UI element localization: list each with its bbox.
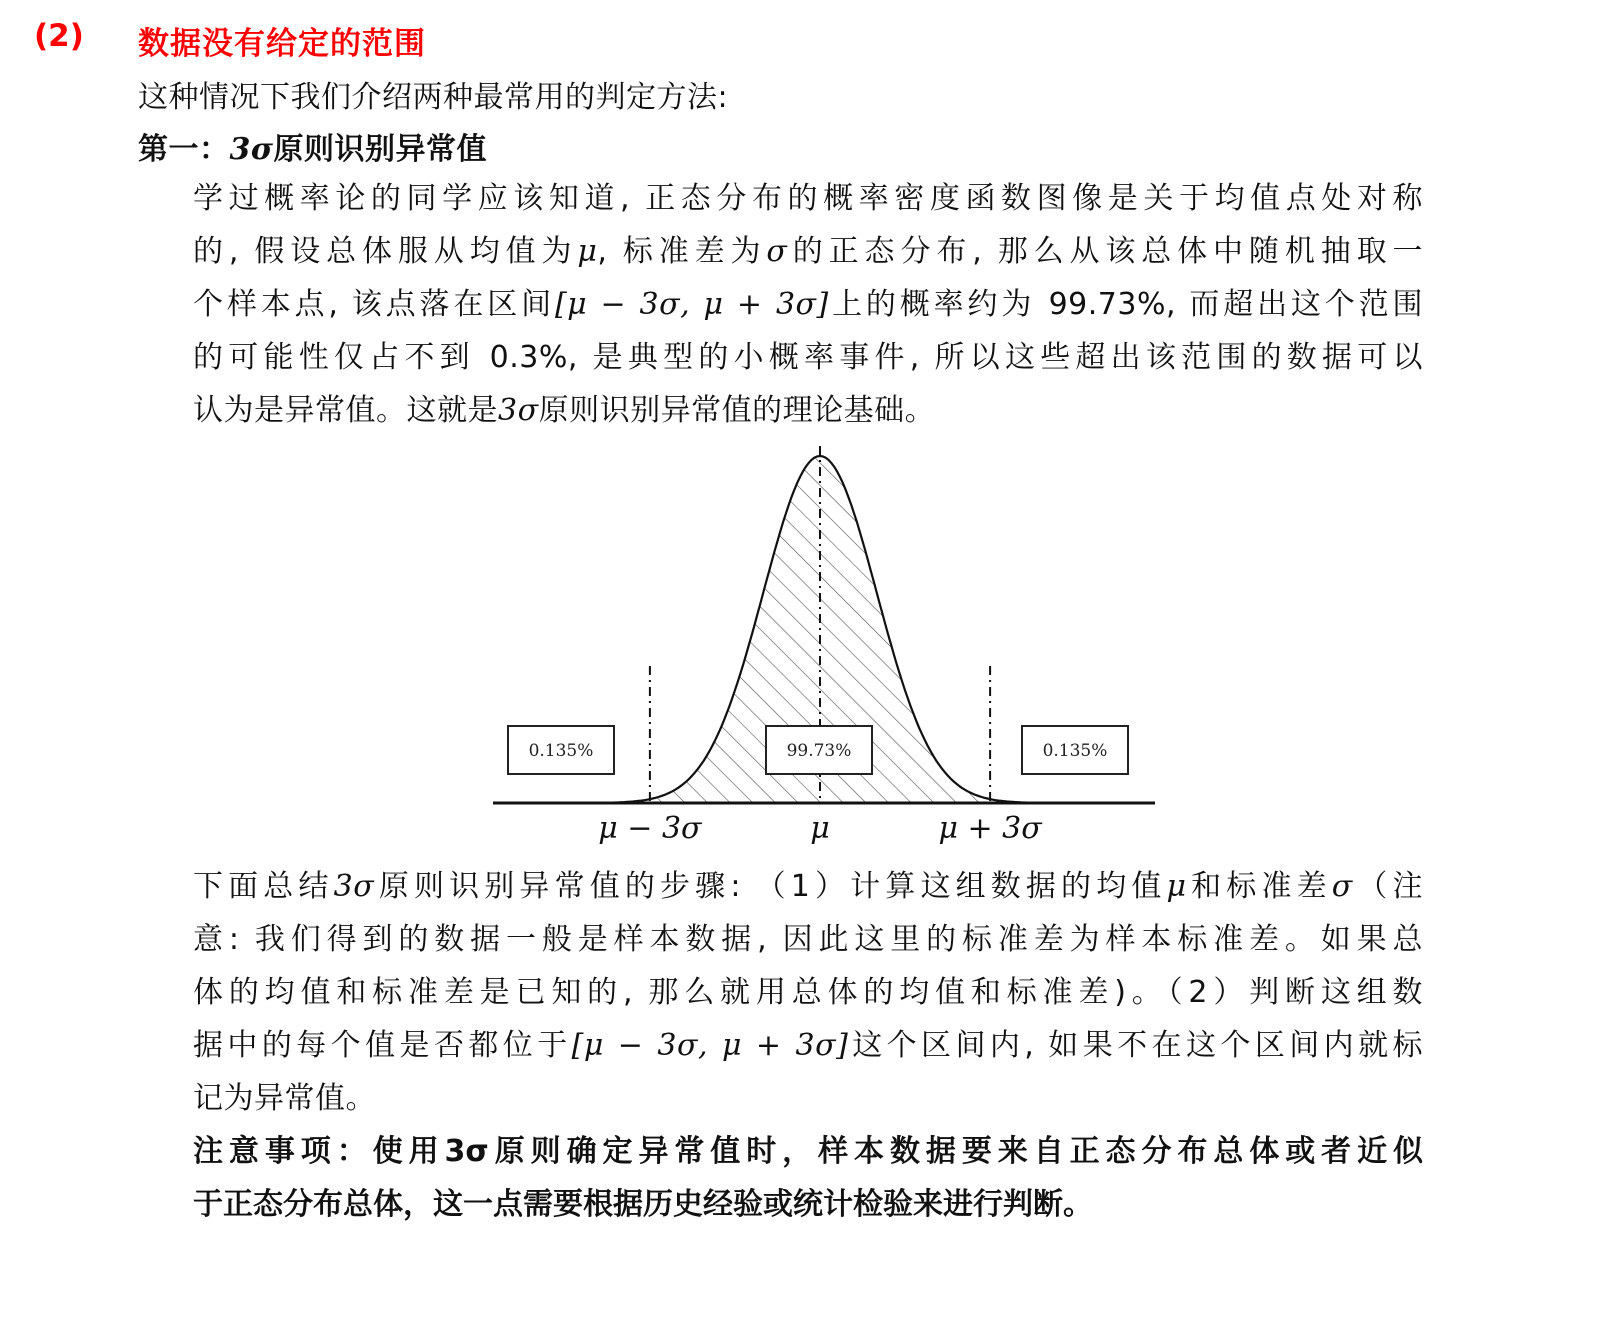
math-interval: [μ − 3σ, μ + 3σ] [571, 1028, 849, 1063]
paragraph-steps-line [193, 1019, 1423, 1072]
annotation-label-right-tail: 0.135% [1042, 741, 1108, 761]
text-span: 下面总结 [193, 869, 334, 904]
text-span: 的正态分布, 那么从该总体中随机抽取一 [787, 234, 1423, 269]
text-span: 原则识别异常值的步骤: （1）计算这组数据的均值 [374, 869, 1167, 904]
x-tick-label: μ [810, 811, 830, 846]
normal-distribution-chart [480, 440, 1180, 850]
text-span: , 标准差为 [597, 234, 767, 269]
paragraph-steps-line: 意: 我们得到的数据一般是样本数据, 因此这里的标准差为样本标准差。如果总 [193, 922, 1423, 957]
math-sigma: σ [1331, 869, 1353, 904]
text-span: 的, 假设总体服从均值为 [193, 234, 578, 269]
x-tick-label: μ − 3σ [598, 811, 702, 846]
paragraph-steps-line [193, 860, 1423, 913]
text-span: 认为是异常值。这就是 [193, 393, 498, 428]
annotation-label-left-tail: 0.135% [528, 741, 594, 761]
text-span: 注意事项：使用 [193, 1134, 445, 1169]
paragraph-theory-line: 的可能性仅占不到 0.3%, 是典型的小概率事件, 所以这些超出该范围的数据可以 [193, 340, 1423, 375]
annotation-label-center: 99.73% [786, 741, 852, 761]
paragraph-theory-line [193, 225, 1423, 278]
text-span: 这个区间内, 如果不在这个区间内就标 [848, 1028, 1424, 1063]
paragraph-theory-line: 学过概率论的同学应该知道, 正态分布的概率密度函数图像是关于均值点处对称 [193, 181, 1423, 216]
math-mu: μ [577, 234, 598, 269]
math-interval: [μ − 3σ, μ + 3σ] [554, 287, 829, 322]
text-span: 个样本点, 该点落在区间 [193, 287, 555, 322]
text-span: 上的概率约为 99.73%, 而超出这个范围 [828, 287, 1423, 322]
text-span: 原则确定异常值时，样本数据要来自正态分布总体或者近似 [488, 1134, 1424, 1169]
method1-title-suffix: 原则识别异常值 [273, 132, 487, 167]
math-3sigma: 3σ [498, 393, 539, 428]
method1-title-math: 3σ [229, 132, 274, 167]
math-mu: μ [1166, 869, 1187, 904]
text-span: 和标准差 [1186, 869, 1332, 904]
math-sigma: σ [766, 234, 788, 269]
text-span: 原则识别异常值的理论基础。 [538, 393, 936, 428]
section-number: (2) [34, 18, 84, 54]
paragraph-theory [193, 172, 1423, 437]
math-3sigma: 3σ [333, 869, 375, 904]
section-title: 数据没有给定的范围 [138, 26, 426, 62]
paragraph-theory-line [193, 278, 1423, 331]
intro-text: 这种情况下我们介绍两种最常用的判定方法: [138, 80, 729, 115]
paragraph-steps-line: 体的均值和标准差是已知的, 那么就用总体的均值和标准差)。（2）判断这组数 [193, 975, 1423, 1010]
method1-title [138, 124, 487, 168]
note-line [193, 1125, 1423, 1178]
text-span: 据中的每个值是否都位于 [193, 1028, 572, 1063]
method1-title-prefix: 第一： [138, 132, 230, 167]
text-span: （注 [1352, 869, 1424, 904]
math-3sigma: 3σ [444, 1134, 489, 1169]
note-block [193, 1125, 1423, 1231]
note-line: 于正态分布总体，这一点需要根据历史经验或统计检验来进行判断。 [193, 1187, 1093, 1222]
paragraph-theory-line [193, 384, 1423, 437]
paragraph-steps-line: 记为异常值。 [193, 1081, 376, 1116]
x-tick-label: μ + 3σ [938, 811, 1042, 846]
paragraph-steps [193, 860, 1423, 1125]
